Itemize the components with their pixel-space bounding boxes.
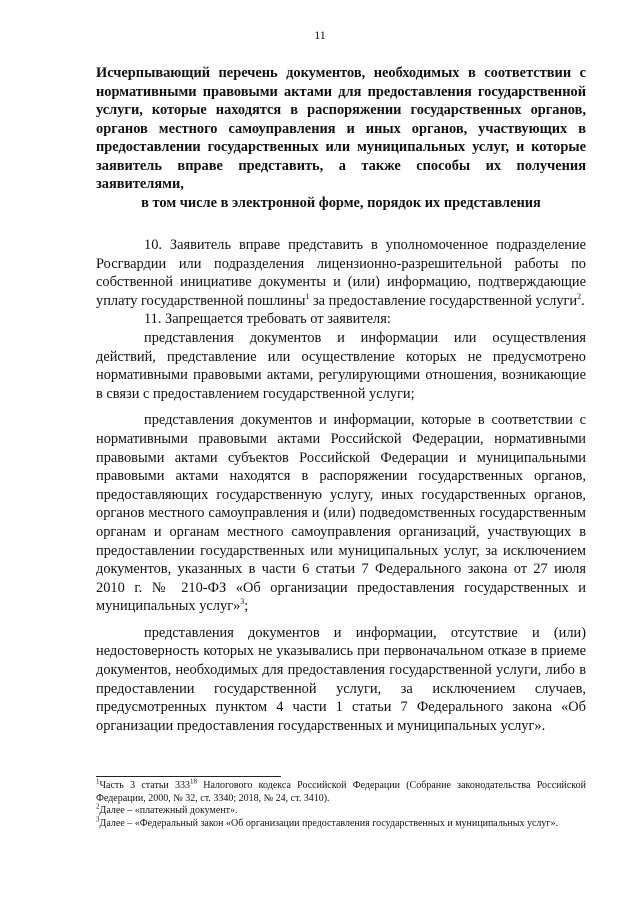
footnote-3-text: Далее – «Федеральный закон «Об организации предоставления государственных и муниципальных услуг». [99, 817, 558, 829]
footnote-2-number: 2 [96, 802, 100, 811]
footnote-1 [96, 777, 586, 805]
paragraph-11: 11. Запрещается требовать от заявителя: [144, 311, 391, 328]
footnote-2 [96, 802, 586, 818]
paragraph-11-item-b-end: ; [244, 598, 249, 615]
footnote-ref-1: 1 [305, 291, 310, 301]
footnote-ref-3: 3 [240, 597, 245, 607]
paragraph-11-item-b-text: представления документов и информации, которые в соответствии с нормативными правовыми актами Российской Федерации, нормативными правовыми актами субъектов Российской Федерации и муниципальными правовыми актами находятся в распоряжении государственных органов, предоставляющих государственную услугу, иных государственных органов, органов местного самоуправления и (или) подведомственных государственным органам и органам местного самоуправления организаций, участвующих в предоставлении государственных или муниципальных услуг, за исключением документов, указанных в части 6 статьи 7 Федерального закона от 27 июля 2010 г. № 210-ФЗ «Об организации предоставления государственных и муниципальных услуг» [96, 412, 586, 615]
footnotes [96, 777, 586, 830]
footnote-2-text: Далее – «платежный документ». [99, 805, 238, 817]
paragraph-10-end: . [581, 292, 585, 309]
paragraph-11-item-c: представления документов и информации, отсутствие и (или) недостоверность которых не указывались при первоначальном отказе в приеме документов, необходимых для предоставления государственной услуги, либо в предоставлении государственной услуги, за исключением случаев, предусмотренных пунктом 4 части 1 статьи 7 Федерального закона «Об организации предоставления государственных и муниципальных услуг». [96, 624, 586, 734]
paragraph-11-item-a: представления документов и информации или осуществления действий, представление или осуществление которых не предусмотрено нормативными правовыми актами, регулирующими отношения, возникающие в связи с предоставлением государственной услуги; [96, 329, 586, 402]
section-heading-last-line: в том числе в электронной форме, порядок их представления [141, 194, 541, 211]
footnote-3-number: 3 [96, 815, 100, 824]
footnote-1-number: 1 [96, 777, 100, 786]
footnote-1-article-sup: 18 [190, 777, 198, 786]
footnote-ref-2: 2 [577, 291, 582, 301]
paragraph-10-text-cont: за предоставление государственной услуги [309, 292, 578, 309]
footnote-1-text: Часть 3 статьи 333 [99, 780, 191, 791]
footnote-1-text-cont: Налогового кодекса Российской Федерации (Собрание законодательства Российской Федерации, 2000, № 32, ст. 3340; 2018, № 24, ст. 3410). [96, 780, 586, 804]
footnote-3 [96, 815, 586, 831]
paragraph-10-text: 10. Заявитель вправе представить в уполномоченное подразделение Росгвардии или подразделения лицензионно-разрешительной работы по собственной инициативе документы и (или) информацию, подтверждающие уплату государственной пошлины [96, 237, 586, 309]
document-body [96, 236, 586, 735]
section-heading [96, 64, 586, 212]
footnote-divider [96, 776, 281, 777]
section-heading-text: Исчерпывающий перечень документов, необходимых в соответствии с нормативными правовыми актами для предоставления государственной услуги, которые находятся в распоряжении государственных органов, органов местного самоуправления и иных органов, участвующих в предоставлении государственных или муниципальных услуг, и которые заявитель вправе представить, а также способы их получения заявителями, [96, 65, 586, 192]
page-number: 11 [314, 28, 326, 42]
paragraph-10 [96, 236, 586, 310]
paragraph-11-item-b [96, 411, 586, 616]
